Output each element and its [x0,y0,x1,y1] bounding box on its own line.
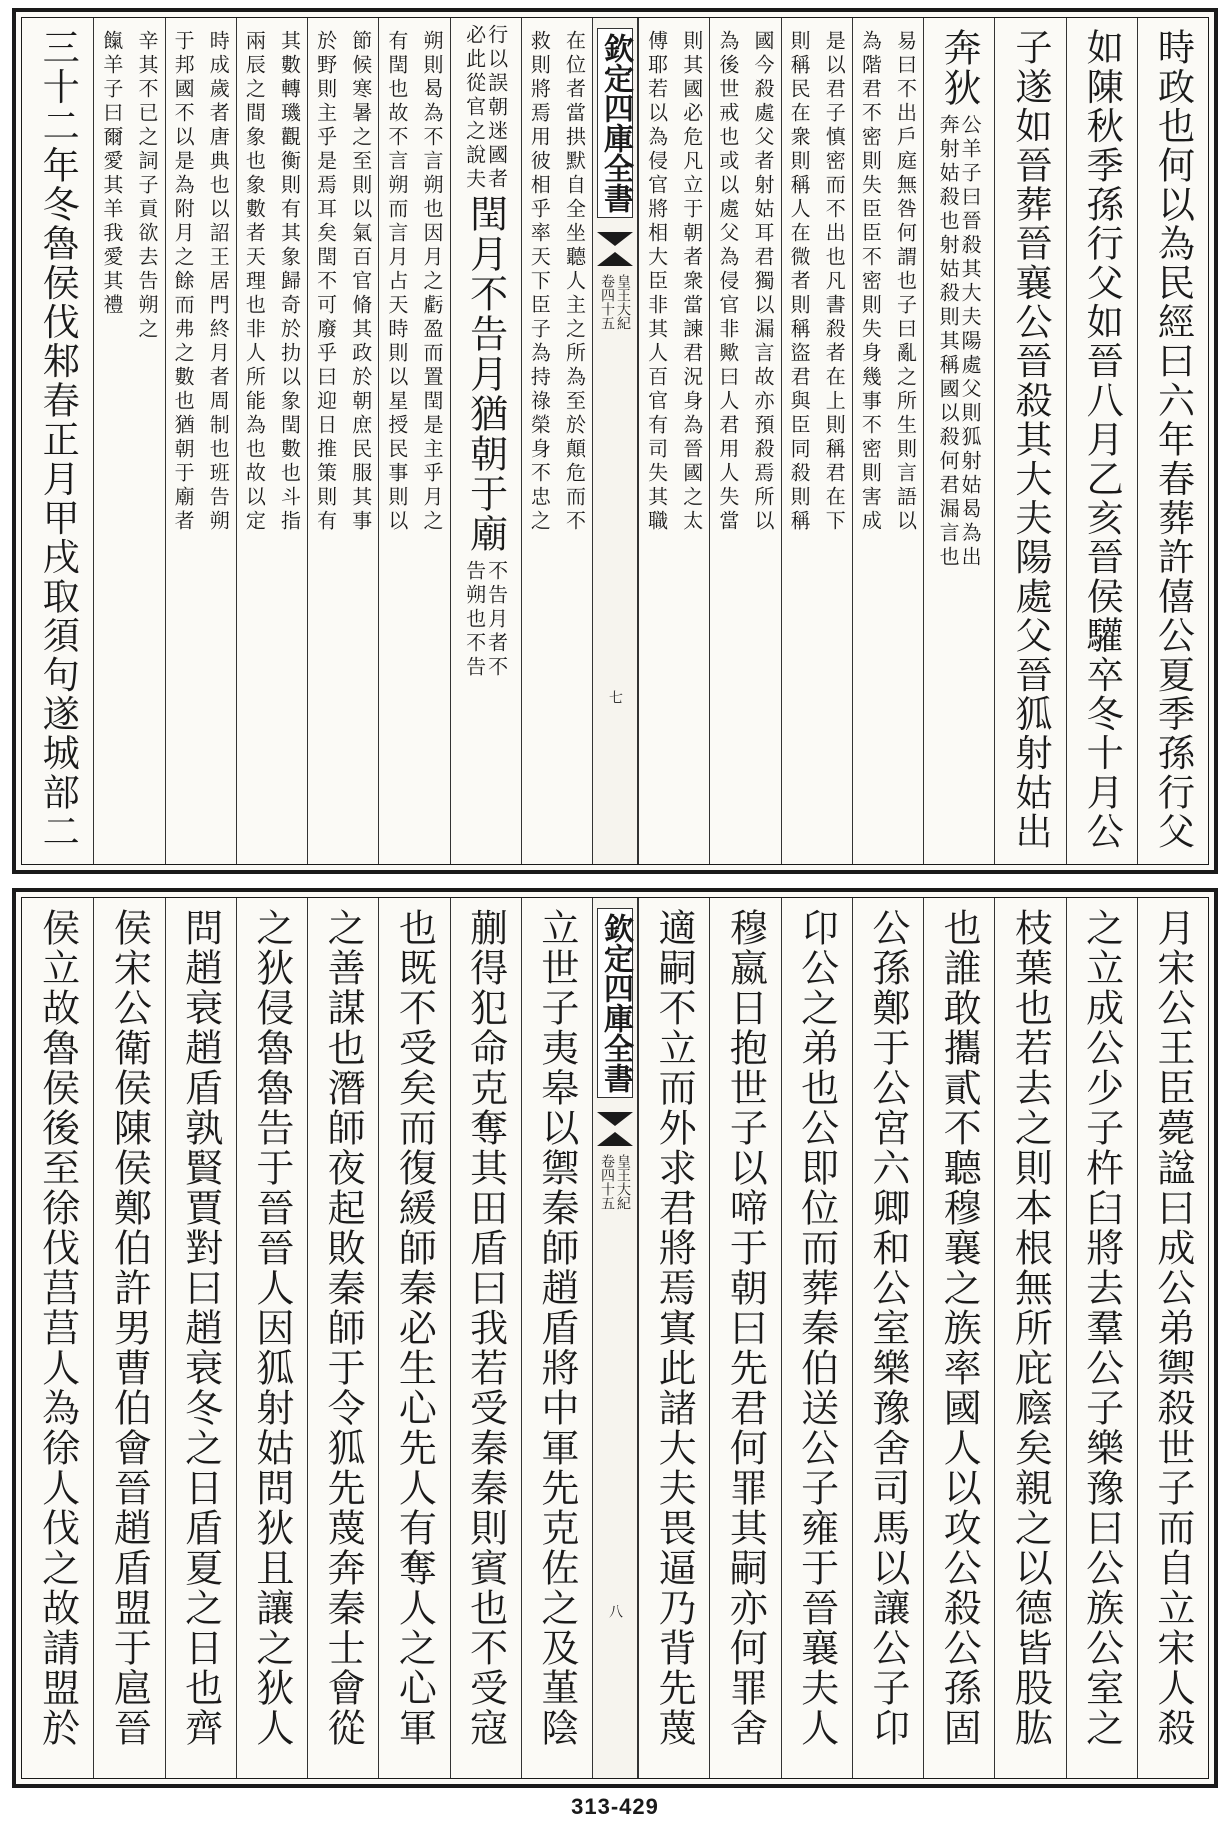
center-gutter [592,18,638,864]
main-text: 問趙衰趙盾孰賢賈對曰趙衰冬之日盾夏之日也齊 [178,908,223,1748]
annotation-column [378,18,449,864]
text-column [709,898,780,1778]
annotation-pair [462,560,509,680]
annotation-column [781,18,852,864]
volume-label: 卷四十五 [599,1154,615,1210]
annotation-column [638,18,709,864]
main-text: 適嗣不立而外求君將焉寘此諸大夫畏逼乃背先蔑 [652,908,697,1748]
leaf-number: 八 [607,1604,623,1618]
annotation-line: 是以君子慎密而不出也凡書殺者在上則稱君在下 [822,30,847,534]
annotation-line: 為後世戒也或以處父為侵官非歟曰人君用人失當 [715,30,740,534]
annotation-pair [936,114,983,570]
bottom-columns [22,898,1208,1778]
annotation-line: 則其國必危凡立于朝者衆當諫君況身為晉國之太 [679,30,704,534]
annotation-line: 時成歲者唐典也以詔王居門終月者周制也班告朔 [206,30,231,534]
leaf-number: 七 [607,690,623,704]
annotation-column [521,18,592,864]
main-text: 穆嬴日抱世子以啼于朝曰先君何罪其嗣亦何罪舍 [723,908,768,1748]
volume-info [600,1154,630,1210]
main-text: 侯宋公衛侯陳侯鄭伯許男曹伯會晉趙盾盟于扈晉 [107,908,152,1748]
colophon-title: 欽定四庫全書 [597,28,633,218]
text-column [923,18,994,864]
main-text: 之善謀也潛師夜起敗秦師于令狐先蔑奔秦士會從 [321,908,366,1748]
main-text: 卬公之弟也公即位而葬秦伯送公子雍于晉襄夫人 [794,908,839,1748]
main-text: 子遂如晉葬晉襄公晉殺其大夫陽處父晉狐射姑出 [1008,28,1053,851]
center-gutter [592,898,638,1778]
volume-label: 卷四十五 [599,274,615,330]
main-text: 侯立故魯侯後至徐伐莒莒人為徐人伐之故請盟於 [35,908,80,1748]
volume-label: 皇王大紀 [615,1154,631,1210]
fish-tail-top-icon [597,232,633,246]
annotation-line: 有閏也故不言朔而言月占天時則以星授民事則以 [384,30,409,534]
annotation-line: 必此從官之說夫 [462,24,487,192]
top-columns [22,18,1208,864]
main-text: 奔狄 [937,28,982,108]
annotation-column [709,18,780,864]
text-column [1137,18,1208,864]
text-column [994,18,1065,864]
page-footer-number: 313-429 [571,1794,659,1819]
bottom-page [12,888,1218,1788]
main-text: 立世子夷皋以禦秦師趙盾將中軍先克佐之及堇陰 [534,908,579,1748]
fish-tail-bottom-icon [597,1132,633,1146]
annotation-column [307,18,378,864]
annotation-line: 告朔也不告 [462,560,487,680]
top-page-frame [21,17,1209,865]
main-text: 也既不受矣而復緩師秦必生心先人有奪人之心軍 [392,908,437,1748]
main-text: 也誰敢攜貳不聽穆襄之族率國人以攻公殺公孫固 [937,908,982,1748]
volume-info [600,274,630,330]
text-column [781,898,852,1778]
text-column [22,18,93,864]
text-column [1137,898,1208,1778]
annotation-line: 救則將焉用彼相乎率天下臣子為持祿榮身不忠之 [527,30,552,534]
annotation-column [852,18,923,864]
text-column [923,898,994,1778]
annotation-line: 餼羊子曰爾愛其羊我愛其禮 [99,30,124,318]
annotation-line: 為階君不密則失臣臣不密則失身幾事不密則害成 [858,30,883,534]
annotation-line: 不告月者不 [484,560,509,680]
text-column [852,898,923,1778]
text-column [450,18,521,864]
annotation-column [236,18,307,864]
bottom-page-frame [21,897,1209,1779]
text-column [1066,898,1137,1778]
text-column [165,898,236,1778]
annotation-line: 於野則主乎是焉耳矣閏不可廢乎曰迎日推策則有 [313,30,338,534]
annotation-line: 奔射姑殺也射姑殺則其稱國以殺何君漏言也 [936,114,961,570]
annotation-line: 朔則曷為不言朔也因月之虧盈而置閏是主乎月之 [419,30,444,534]
annotation-line: 兩辰之間象也象數者天理也非人所能為也故以定 [242,30,267,534]
annotation-line: 公羊子曰晉殺其大夫陽處父則狐射姑曷為出 [958,114,983,570]
main-text: 三十二年冬魯侯伐邾春正月甲戌取須句遂城部二 [36,28,81,851]
main-text: 之狄侵魯魯告于晉晉人因狐射姑問狄且讓之狄人 [249,908,294,1748]
annotation-column [93,18,164,864]
text-column [236,898,307,1778]
fish-tail-top-icon [597,1112,633,1126]
text-column [521,898,592,1778]
main-text: 公孫鄭于公宮六卿和公室樂豫舍司馬以讓公子卬 [865,908,910,1748]
main-text: 時政也何以為民經曰六年春葬許僖公夏季孫行父 [1151,28,1196,851]
annotation-line: 節候寒暑之至則以氣百官脩其政於朝庶民服其事 [348,30,373,534]
annotation-line: 其數轉璣觀衡則有其象歸奇於扐以象閏數也斗指 [277,30,302,534]
main-text: 如陳秋季孫行父如晉八月乙亥晉侯驩卒冬十月公 [1080,28,1125,851]
text-column [1066,18,1137,864]
main-text: 之立成公少子杵臼將去羣公子樂豫曰公族公室之 [1079,908,1124,1748]
text-column [307,898,378,1778]
annotation-line: 國今殺處父者射姑耳君獨以漏言故亦預殺焉所以 [750,30,775,534]
annotation-line: 行以誤朝迷國者 [484,24,509,192]
annotation-line: 易曰不出戶庭無咎何謂也子曰亂之所生則言語以 [893,30,918,534]
fish-tail-bottom-icon [597,252,633,266]
volume-label: 皇王大紀 [615,274,631,330]
text-column [450,898,521,1778]
main-text: 蒯得犯命克奪其田盾曰我若受秦秦則賓也不受寇 [463,908,508,1748]
annotation-line: 傅耶若以為侵官將相大臣非其人百官有司失其職 [644,30,669,534]
main-text: 枝葉也若去之則本根無所庇廕矣親之以德皆股肱 [1008,908,1053,1748]
annotation-pair [462,24,509,192]
text-column [638,898,709,1778]
annotation-line: 在位者當拱默自全坐聽人主之所為至於顛危而不 [562,30,587,534]
main-text: 月宋公王臣薨諡曰成公弟禦殺世子而自立宋人殺 [1150,908,1195,1748]
main-text: 閏月不告月猶朝于廟 [463,194,508,554]
text-column [22,898,93,1778]
top-page [12,8,1218,874]
annotation-line: 于邦國不以是為附月之餘而弗之數也猶朝于廟者 [171,30,196,534]
annotation-column [165,18,236,864]
annotation-line: 則稱民在衆則稱人在微者則稱盜君與臣同殺則稱 [787,30,812,534]
text-column [93,898,164,1778]
colophon-title: 欽定四庫全書 [597,908,633,1098]
annotation-line: 辛其不已之詞子貢欲去告朔之 [134,30,159,342]
text-column [994,898,1065,1778]
text-column [378,898,449,1778]
